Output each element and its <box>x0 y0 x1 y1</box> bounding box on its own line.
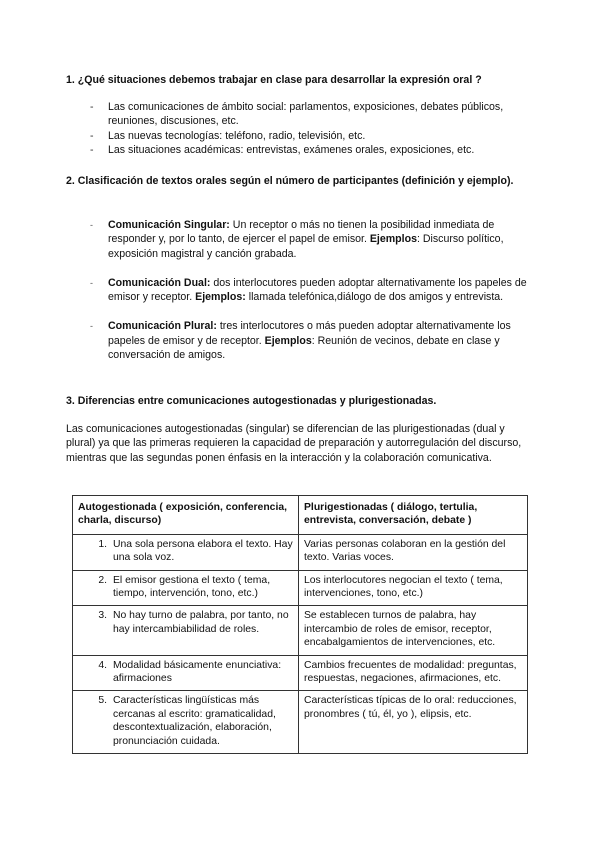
cell-text: Una sola persona elabora el texto. Hay una sola voz. <box>113 538 293 564</box>
list-item-plural <box>66 319 536 362</box>
table-row <box>73 655 528 691</box>
cell-auto <box>73 570 299 606</box>
table-header-row <box>73 496 528 535</box>
list-item <box>66 129 536 143</box>
list-item <box>66 100 536 129</box>
list-item-dual <box>66 276 536 305</box>
table-row <box>73 691 528 754</box>
header-plurigestionadas: Plurigestionadas ( diálogo, tertulia, entrevista, conversación, debate ) <box>299 496 528 535</box>
section-2-heading: 2. Clasificación de textos orales según el número de participantes (definición y ejemplo). <box>66 175 514 187</box>
table-row <box>73 534 528 570</box>
comparison-table <box>72 495 528 754</box>
examples-text: llamada telefónica,diálogo de dos amigos y entrevista. <box>245 291 504 304</box>
examples-text: : Reunión de vecinos, debate en clase y conversación de amigos. <box>108 334 500 362</box>
cell-auto <box>73 655 299 691</box>
section-2-list <box>66 218 536 377</box>
dash-bullet-icon: - <box>90 220 93 230</box>
cell-pluri: Los interlocutores negocian el texto ( tema, intervenciones, tono, etc.) <box>299 570 528 606</box>
section-1-heading: 1. ¿Qué situaciones debemos trabajar en clase para desarrollar la expresión oral ? <box>66 74 482 86</box>
cell-pluri: Se establecen turnos de palabra, hay intercambio de roles de emisor, receptor, encabalgamientos de intervenciones, etc. <box>299 606 528 655</box>
row-number: 1. <box>98 538 107 550</box>
term: Comunicación Plural: <box>108 320 217 333</box>
table-row <box>73 570 528 606</box>
section-3-heading: 3. Diferencias entre comunicaciones autogestionadas y plurigestionadas. <box>66 395 437 407</box>
dash-bullet-icon: - <box>90 129 94 142</box>
row-number: 5. <box>98 695 107 707</box>
cell-auto <box>73 691 299 754</box>
section-1-list <box>66 100 536 157</box>
row-number: 3. <box>98 610 107 622</box>
examples-label: Ejemplos <box>264 334 312 347</box>
cell-auto <box>73 534 299 570</box>
cell-pluri: Cambios frecuentes de modalidad: preguntas, respuestas, negaciones, afirmaciones, etc. <box>299 655 528 691</box>
table-row <box>73 606 528 655</box>
list-item-text: Las comunicaciones de ámbito social: parlamentos, exposiciones, debates públicos, reuniones, discusiones, etc. <box>108 101 504 128</box>
cell-text: El emisor gestiona el texto ( tema, tiempo, intervención, tono, etc.) <box>113 574 271 600</box>
definition: tres interlocutores o más pueden adoptar alternativamente los papeles de emisor y de receptor. <box>108 320 511 347</box>
cell-auto <box>73 606 299 655</box>
definition: dos interlocutores pueden adoptar alternativamente los papeles de emisor y receptor. <box>108 276 527 304</box>
dash-bullet-icon: - <box>90 321 93 332</box>
examples-text: : Discurso político, exposición magistral y canción grabada. <box>108 233 504 260</box>
list-item <box>66 143 536 157</box>
cell-text: Modalidad básicamente enunciativa: afirmaciones <box>113 659 282 685</box>
header-autogestionada: Autogestionada ( exposición, conferencia, charla, discurso) <box>73 496 299 535</box>
list-item-singular <box>66 218 536 261</box>
row-number: 2. <box>98 574 107 586</box>
dash-bullet-icon: - <box>90 143 94 156</box>
cell-text: Características lingüísticas más cercanas al escrito: gramaticalidad, descontextualización, elaboración, pronunciación cuidada. <box>113 695 276 747</box>
cell-pluri: Características típicas de lo oral: reducciones, pronombres ( tú, él, yo ), elipsis, etc. <box>299 691 528 754</box>
section-3-paragraph: Las comunicaciones autogestionadas (singular) se diferencian de las plurigestionadas (dual y plural) ya que las primeras requieren la capacidad de preparación y autorregulación del discurso, mientras que las segundas ponen énfasis en la interacción y la colaboración comunicativa. <box>66 423 522 464</box>
dash-bullet-icon: - <box>90 101 94 113</box>
cell-text: No hay turno de palabra, por tanto, no hay intercambiabilidad de roles. <box>113 610 289 635</box>
term: Comunicación Dual: <box>108 276 211 289</box>
examples-label: Ejemplos <box>369 233 417 246</box>
examples-label: Ejemplos: <box>195 291 246 304</box>
definition: Un receptor o más no tienen la posibilidad inmediata de responder y, por lo tanto, de ejercer el papel de emisor. <box>108 219 495 246</box>
list-item-text: Las nuevas tecnologías: teléfono, radio, televisión, etc. <box>108 129 366 142</box>
list-item-text: Las situaciones académicas: entrevistas, exámenes orales, exposiciones, etc. <box>108 143 475 156</box>
cell-pluri: Varias personas colaboran en la gestión del texto. Varias voces. <box>299 534 528 570</box>
dash-bullet-icon: - <box>90 277 93 288</box>
term: Comunicación Singular: <box>108 219 230 231</box>
row-number: 4. <box>98 659 107 671</box>
